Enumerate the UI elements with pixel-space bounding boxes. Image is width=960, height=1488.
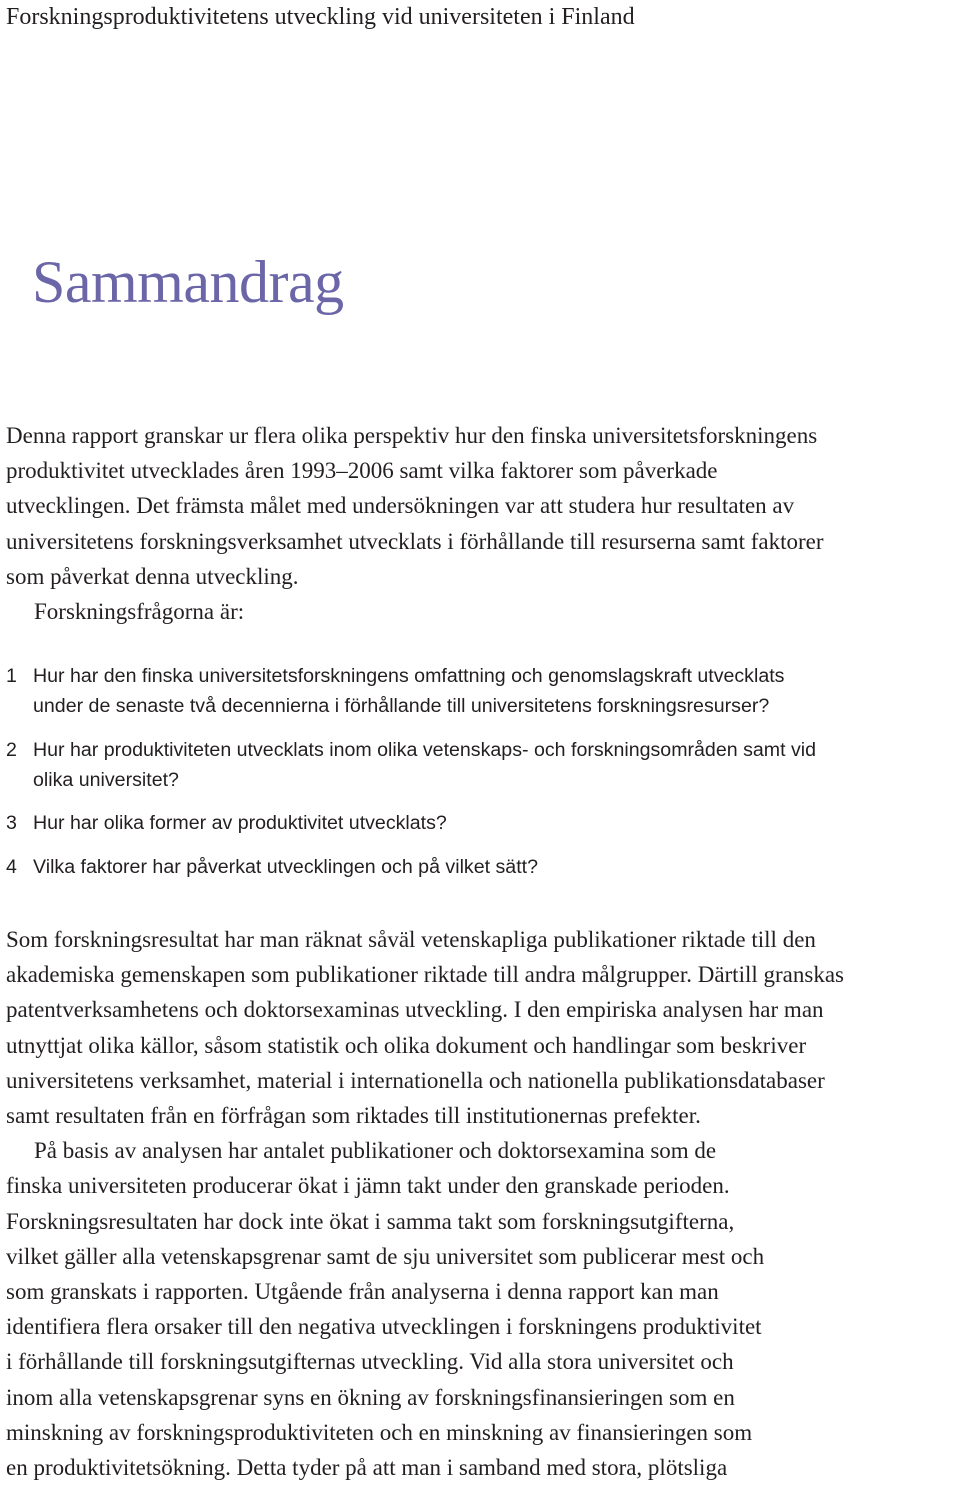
research-questions-list — [6, 661, 816, 895]
results-section — [6, 922, 844, 1485]
text-line: samt resultaten från en förfrågan som riktades till institutionernas prefekter. — [6, 1103, 701, 1129]
question-number: 3 — [6, 812, 17, 834]
question-text: under de senaste två decennierna i förhållande till universitetens forskningsresurser? — [33, 695, 770, 717]
question-text: Hur har olika former av produktivitet utvecklats? — [33, 812, 447, 834]
text-line: vilket gäller alla vetenskapsgrenar samt de sju universitet som publicerar mest och — [6, 1243, 765, 1269]
text-line: utvecklingen. Det främsta målet med undersökningen var att studera hur resultaten av — [6, 493, 795, 519]
text-line: som påverkat denna utveckling. — [6, 563, 299, 589]
text-line: minskning av forskningsproduktiviteten och en minskning av finansieringen som — [6, 1419, 753, 1445]
text-line: identifiera flera orsaker till den negativa utvecklingen i forskningens produktivitet — [6, 1314, 762, 1340]
text-line: Som forskningsresultat har man räknat såväl vetenskapliga publikationer riktade till den — [6, 927, 816, 952]
text-line: som granskats i rapporten. Utgående från analyserna i denna rapport kan man — [6, 1279, 719, 1305]
question-item — [6, 735, 816, 795]
text-line: produktivitet utvecklades åren 1993–2006 samt vilka faktorer som påverkade — [6, 458, 718, 484]
question-text: Vilka faktorer har påverkat utvecklingen och på vilket sätt? — [33, 855, 538, 878]
text-line: utnyttjat olika källor, såsom statistik och olika dokument och handlingar som beskriver — [6, 1032, 807, 1058]
question-number: 1 — [6, 665, 17, 687]
text-line: patentverksamhetens och doktorsexaminas utveckling. I den empiriska analysen har man — [6, 997, 824, 1023]
intro-paragraph — [6, 418, 824, 629]
question-text: Hur har den finska universitetsforskningens omfattning och genomslagskraft utvecklats — [33, 665, 785, 687]
question-text: olika universitet? — [33, 768, 179, 791]
text-line: Denna rapport granskar ur flera olika perspektiv hur den finska universitetsforskningens — [6, 423, 818, 448]
question-text: Hur har produktiviteten utvecklats inom olika vetenskaps- och forskningsområden samt vid — [33, 738, 817, 761]
question-number: 2 — [6, 738, 17, 761]
question-number: 4 — [6, 855, 17, 878]
text-line: en produktivitetsökning. Detta tyder på att man i samband med stora, plötsliga — [6, 1455, 728, 1481]
text-line: i förhållande till forskningsutgifternas utveckling. Vid alla stora universitet och — [6, 1349, 734, 1375]
page-title: Sammandrag — [32, 249, 344, 315]
text-line: På basis av analysen har antalet publikationer och doktorsexamina som de — [34, 1138, 717, 1164]
running-header: Forskningsproduktivitetens utveckling vid universiteten i Finland — [6, 4, 635, 30]
question-item — [6, 808, 816, 838]
text-line: Forskningsresultaten har dock inte ökat i samma takt som forskningsutgifterna, — [6, 1208, 735, 1234]
text-line: inom alla vetenskapsgrenar syns en ökning av forskningsfinansieringen som en — [6, 1384, 735, 1410]
text-line: universitetens verksamhet, material i internationella och nationella publikationsdatabaser — [6, 1067, 825, 1093]
text-line: finska universiteten producerar ökat i jämn takt under den granskade perioden. — [6, 1173, 730, 1199]
question-item — [6, 852, 816, 882]
text-line: universitetens forskningsverksamhet utvecklats i förhållande till resurserna samt faktorer — [6, 528, 824, 554]
questions-lead-in: Forskningsfrågorna är: — [34, 599, 245, 625]
question-item — [6, 661, 816, 721]
text-line: akademiska gemenskapen som publikationer riktade till andra målgrupper. Därtill granskas — [6, 962, 844, 988]
